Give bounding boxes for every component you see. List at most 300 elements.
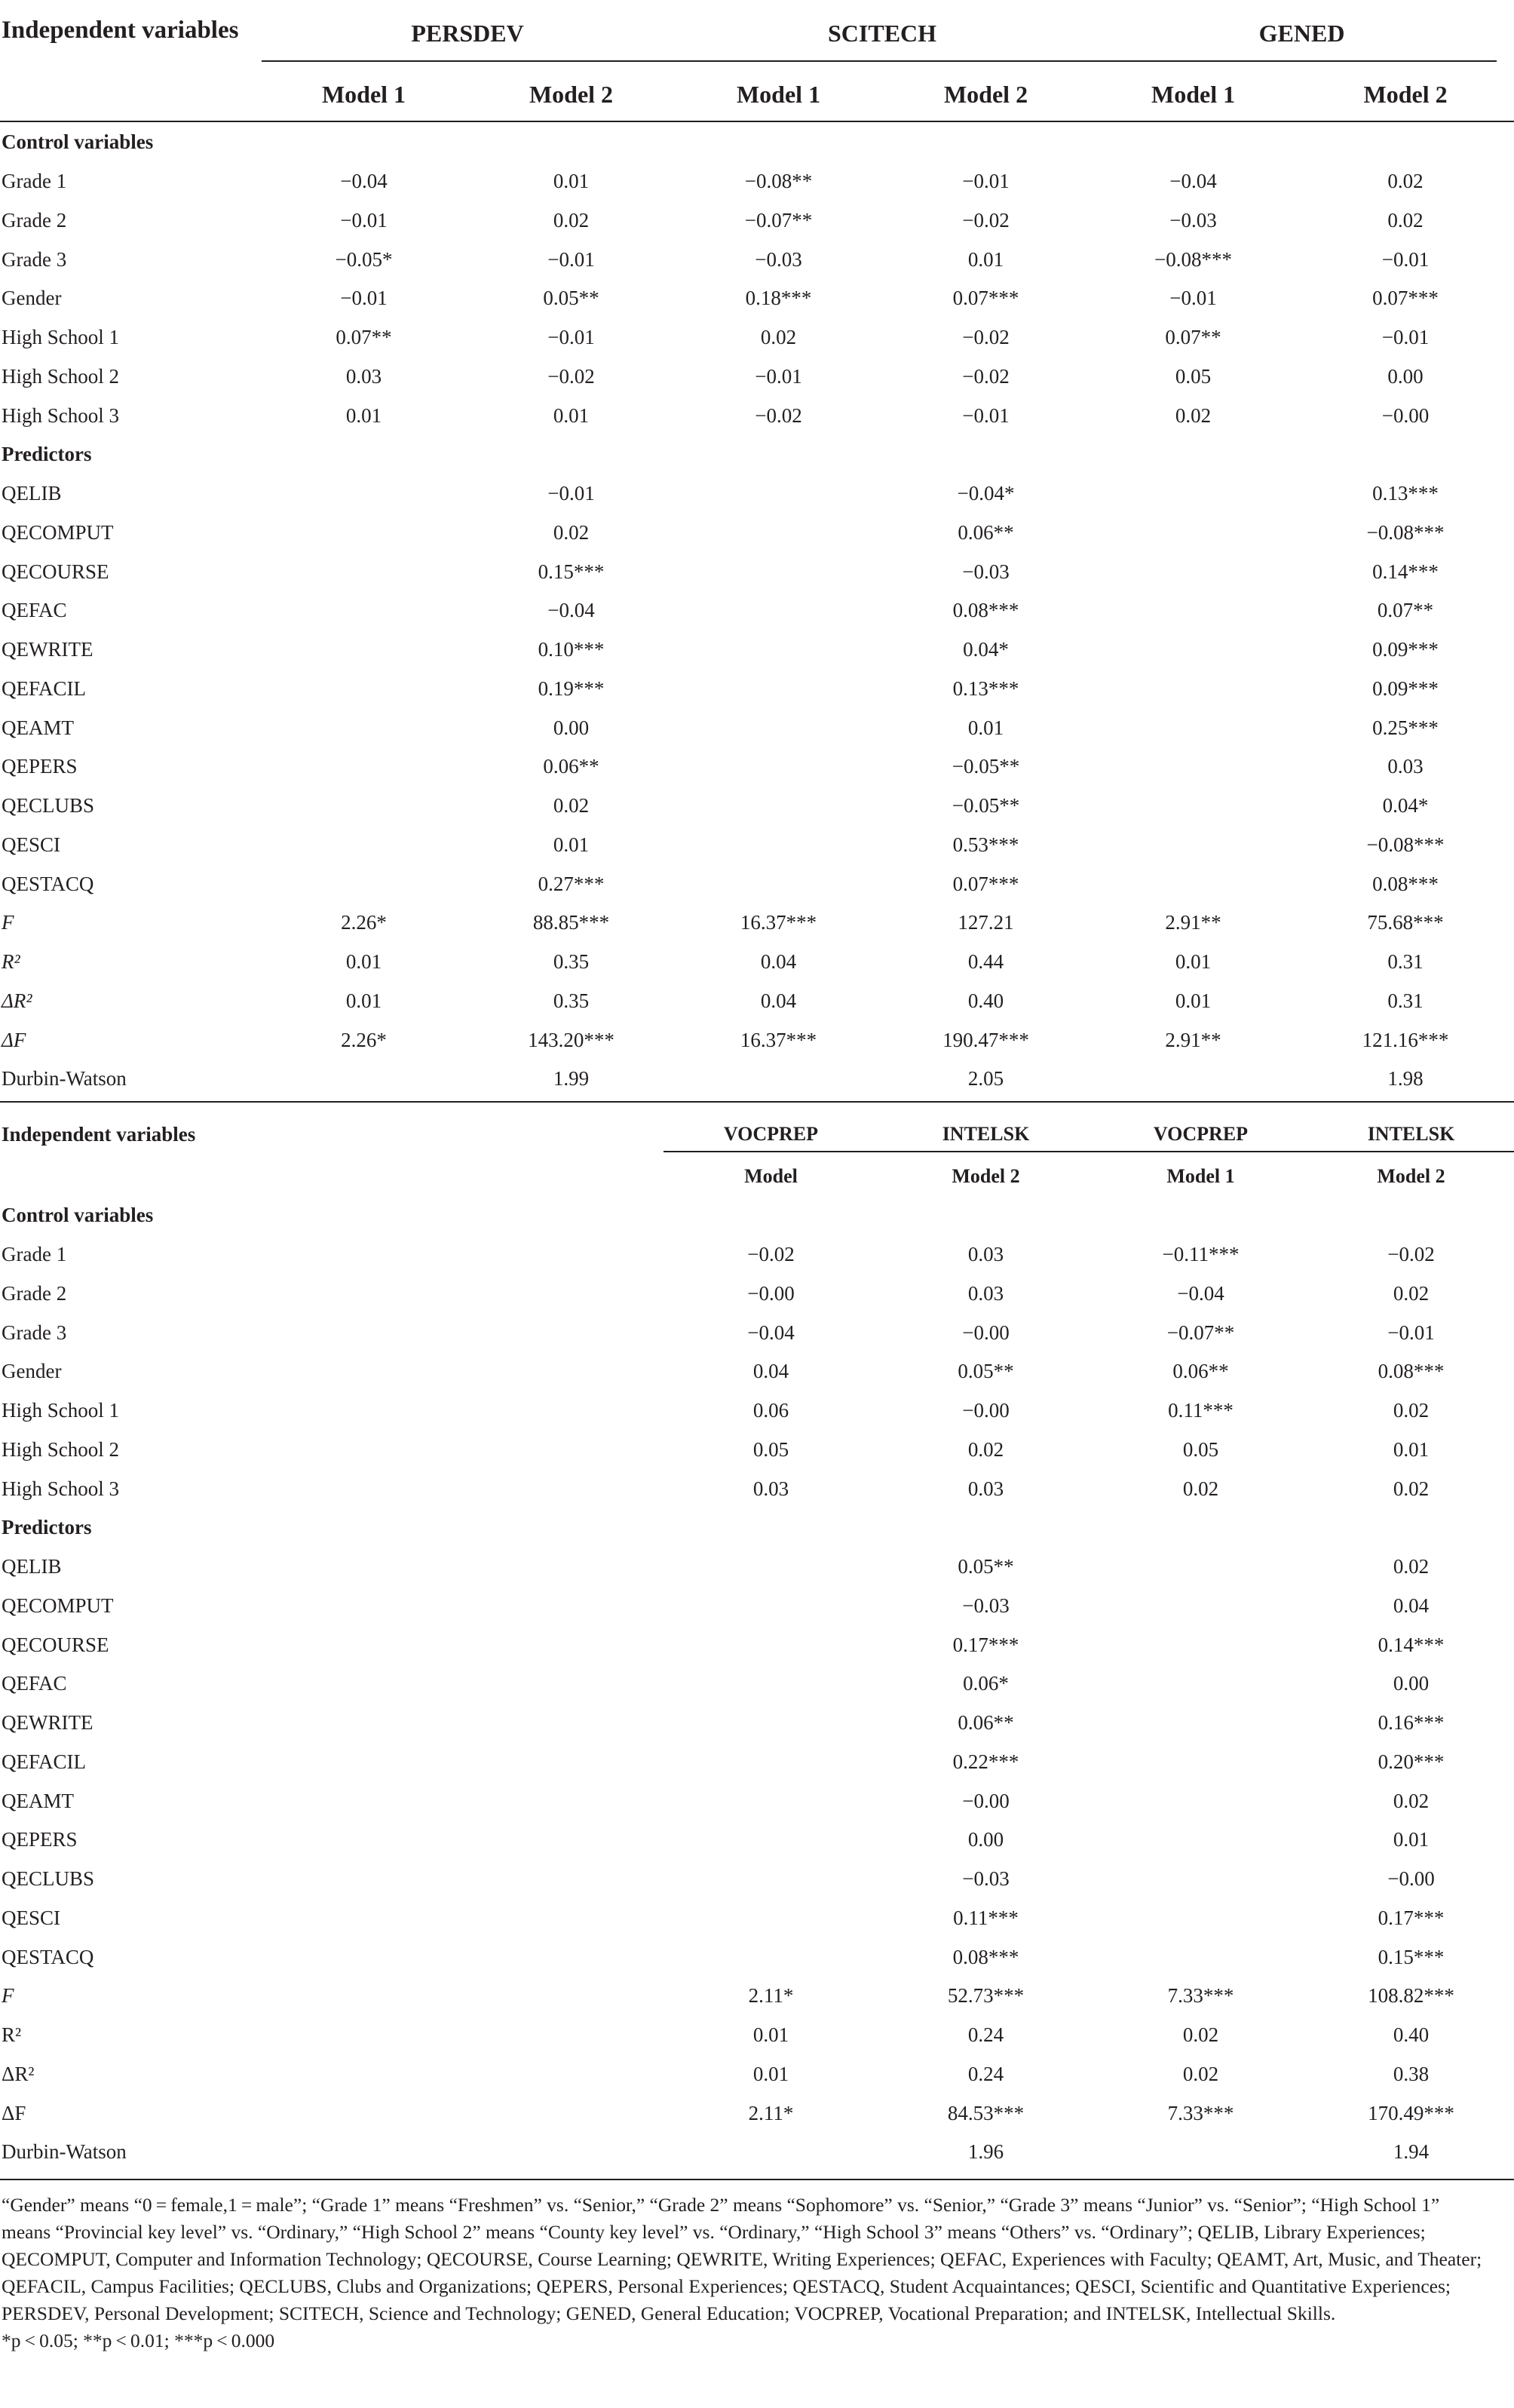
coefficient-cell [260,552,467,591]
coefficient-cell: 0.11*** [1168,1399,1234,1422]
stat-row [0,982,1514,1021]
coefficient-cell: −0.03 [962,560,1010,583]
coefficient-cell: 0.00 [553,716,590,739]
coefficient-cell: 0.06** [958,520,1014,544]
row-label: High School 2 [2,364,120,388]
stat-value: 0.01 [1175,989,1212,1012]
row-label: QECLUBS [2,794,95,817]
stat-value [1093,2133,1308,2172]
table-row [0,474,1514,514]
stat-row [0,2055,1514,2094]
table-2-body [0,1196,1514,2172]
row-label: QECOURSE [2,1633,109,1656]
group-header-intelsk: INTELSK [1367,1123,1455,1145]
coefficient-cell [1093,1937,1308,1977]
table-2-bottom-rule [0,2179,1514,2180]
table-row [0,1548,1514,1587]
coefficient-cell [260,864,467,903]
coefficient-cell: −0.08*** [1154,247,1233,271]
row-label: High School 2 [2,1437,120,1461]
coefficient-cell: −0.03 [755,247,802,271]
stat-value: 0.01 [1175,950,1212,974]
coefficient-cell: 0.08*** [1378,1360,1445,1383]
coefficient-cell [1090,670,1297,709]
coefficient-cell: −0.03 [1169,208,1217,232]
coefficient-cell: −0.03 [962,1867,1010,1891]
table-row [0,201,1514,241]
coefficient-cell: 0.10*** [538,638,605,661]
coefficient-cell: −0.00 [1387,1867,1435,1891]
coefficient-cell: 0.02 [1387,170,1424,193]
coefficient-cell: −0.03 [962,1594,1010,1617]
coefficient-cell: 0.18*** [745,287,812,310]
coefficient-cell [260,826,467,865]
coefficient-cell [675,514,882,553]
row-label: Grade 1 [2,1243,67,1266]
stat-value: 7.33*** [1167,2101,1234,2124]
coefficient-cell: 0.03 [345,364,382,388]
coefficient-cell [675,708,882,747]
stat-value: 0.31 [1387,989,1424,1012]
table-row [0,747,1514,787]
table-row [0,864,1514,903]
table-row [0,708,1514,747]
coefficient-cell: 0.04* [963,638,1009,661]
coefficient-cell [1090,514,1297,553]
section-header-row [0,123,1514,162]
coefficient-cell: 0.25*** [1372,716,1439,739]
stat-value: 0.01 [752,2062,789,2085]
coefficient-cell: −0.00 [747,1281,795,1305]
model-header: Model [744,1165,798,1187]
coefficient-cell: 0.05 [752,1437,789,1461]
coefficient-cell: −0.05** [952,755,1020,778]
group-header-scitech: SCITECH [828,19,937,47]
table-row [0,357,1514,397]
stat-value [1090,1060,1297,1099]
model-header: Model 1 [736,81,821,108]
stat-value [260,1060,467,1099]
coefficient-cell: 0.09*** [1372,638,1439,661]
coefficient-cell [675,826,882,865]
coefficient-cell: −0.04 [547,599,595,622]
coefficient-cell: 0.07*** [952,287,1019,310]
coefficient-cell: 0.02 [553,794,590,817]
coefficient-cell: 0.01 [345,403,382,427]
stat-label: R² [2,950,20,974]
coefficient-cell [260,708,467,747]
coefficient-cell: −0.02 [547,364,595,388]
coefficient-cell: 0.16*** [1378,1711,1445,1735]
coefficient-cell: 0.02 [1182,1477,1219,1500]
section-header-row [0,1196,1514,1235]
coefficient-cell [1093,1625,1308,1664]
stat-row [0,1020,1514,1060]
coefficient-cell [664,1781,878,1821]
section-title: Control variables [2,1204,154,1227]
table-row [0,1860,1514,1899]
stat-value: 2.05 [967,1067,1004,1091]
coefficient-cell [1093,1664,1308,1704]
stat-value: 0.24 [967,2023,1004,2047]
coefficient-cell [1090,747,1297,787]
stat-value: 0.04 [760,950,797,974]
coefficient-cell [675,591,882,630]
regression-table-1 [0,0,1514,1099]
coefficient-cell: 0.04 [752,1360,789,1383]
stat-value: 170.49*** [1368,2101,1454,2124]
coefficient-cell: 0.14*** [1372,560,1439,583]
coefficient-cell: −0.08*** [1366,833,1445,856]
coefficient-cell [1093,1860,1308,1899]
header-bottom-rule [0,121,1514,122]
table-row [0,670,1514,709]
coefficient-cell: 0.15*** [1378,1945,1445,1968]
coefficient-cell: 0.06** [543,755,599,778]
coefficient-cell [664,1664,878,1704]
stat-value: 52.73*** [947,1984,1025,2008]
row-label: QEAMT [2,1789,74,1812]
stat-value: 0.02 [1182,2023,1219,2047]
coefficient-cell [664,1548,878,1587]
row-label: Grade 1 [2,170,67,193]
coefficient-cell: −0.01 [755,364,802,388]
group-header-vocprep: VOCPREP [723,1123,819,1145]
stat-value: 0.35 [553,989,590,1012]
row-label: Gender [2,287,62,310]
coefficient-cell: −0.00 [962,1321,1010,1344]
coefficient-cell: 0.17*** [1378,1906,1445,1929]
stat-value: 2.11* [748,1984,794,2008]
coefficient-cell: 0.02 [1393,1789,1430,1812]
row-label: QESCI [2,833,61,856]
coefficient-cell: 0.02 [1393,1555,1430,1578]
coefficient-cell: 0.07*** [952,872,1019,895]
table-row [0,1704,1514,1743]
stat-value: 2.91** [1165,911,1221,934]
stat-value: 2.91** [1165,1028,1221,1051]
coefficient-cell: −0.01 [547,326,595,349]
stat-row [0,2016,1514,2055]
model-header: Model 2 [529,81,614,108]
coefficient-cell: −0.08** [744,170,813,193]
coefficient-cell: 0.27*** [538,872,605,895]
table-row [0,240,1514,279]
group-header-intelsk: INTELSK [942,1123,1030,1145]
stat-value: 127.21 [958,911,1014,934]
coefficient-cell [664,1937,878,1977]
row-label: QEWRITE [2,638,93,661]
stat-value: 0.01 [345,989,382,1012]
stat-label: ΔR² [2,2062,35,2085]
coefficient-cell [260,514,467,553]
row-label: QEPERS [2,755,78,778]
coefficient-cell: 0.00 [1393,1672,1430,1695]
coefficient-cell: 0.22*** [952,1750,1019,1773]
stat-row [0,1977,1514,2016]
coefficient-cell [675,670,882,709]
stat-value: 0.04 [760,989,797,1012]
coefficient-cell: 0.01 [1393,1437,1430,1461]
stat-value: 16.37*** [740,911,817,934]
coefficient-cell: 0.06** [1172,1360,1229,1383]
coefficient-cell [664,1899,878,1938]
coefficient-cell: −0.05** [952,794,1020,817]
stat-label: F [2,911,14,934]
row-label: QECOMPUT [2,1594,114,1617]
coefficient-cell: 0.01 [1393,1828,1430,1851]
coefficient-cell: −0.00 [962,1399,1010,1422]
row-label: QEFACIL [2,676,86,700]
table-row [0,591,1514,630]
table-row [0,514,1514,553]
group-header-persdev: PERSDEV [411,19,524,47]
coefficient-cell: −0.02 [747,1243,795,1266]
stat-value: 2.11* [748,2101,794,2124]
table-row [0,318,1514,357]
group-header-rule [664,1151,1514,1152]
coefficient-cell: −0.02 [962,208,1010,232]
coefficient-cell: −0.02 [962,364,1010,388]
model-header: Model 1 [1166,1165,1235,1187]
coefficient-cell: 0.01 [553,833,590,856]
table-row [0,552,1514,591]
stat-value: 0.24 [967,2062,1004,2085]
coefficient-cell: 0.02 [1175,403,1212,427]
coefficient-cell [675,552,882,591]
coefficient-cell: 0.05 [1175,364,1212,388]
coefficient-cell: 0.08*** [1372,872,1439,895]
table-row [0,279,1514,318]
coefficient-cell: 0.01 [553,170,590,193]
coefficient-cell: 0.02 [760,326,797,349]
row-label: QEFACIL [2,1750,86,1773]
coefficient-cell [1093,1821,1308,1860]
coefficient-cell: 0.20*** [1378,1750,1445,1773]
coefficient-cell [260,474,467,514]
stat-label: ΔR² [2,989,32,1012]
stat-value: 0.01 [752,2023,789,2047]
regression-table-2 [0,1112,1514,2172]
coefficient-cell [1093,1743,1308,1782]
coefficient-cell: 0.03 [1387,755,1424,778]
coefficient-cell: −0.04 [747,1321,795,1344]
table-row [0,396,1514,435]
coefficient-cell: 0.09*** [1372,676,1439,700]
blank-header-cell [0,1157,664,1196]
table-row [0,1821,1514,1860]
stat-value: 0.40 [967,989,1004,1012]
stat-label: R² [2,2023,22,2047]
model-header: Model 2 [943,81,1028,108]
coefficient-cell: 0.02 [1393,1281,1430,1305]
table-1-bottom-rule [0,1101,1514,1103]
group-header-gened: GENED [1258,19,1345,47]
coefficient-cell: 0.03 [967,1281,1004,1305]
coefficient-cell [260,630,467,670]
stat-value: 1.94 [1393,2140,1430,2164]
table-row [0,1352,1514,1391]
stat-value: 1.96 [967,2140,1004,2164]
coefficient-cell: 0.07** [1165,326,1221,349]
row-label: QEWRITE [2,1711,93,1735]
footnote-definitions: “Gender” means “0 = female,1 = male”; “Grade 1” means “Freshmen” vs. “Senior,” “Grade 2” means “Sophomore” vs. “Senior,” “Grade 3” means “Junior” vs. “Senior”; “High School 1” means “Provincial key level” vs. “Ordinary,” “High School 2” means “County key level” vs. “Ordinary,” “High School 3” means “Others” vs. “Ordinary”; QELIB, Library Experiences; QECOMPUT, Computer and Information Technology; QECOURSE, Course Learning; QEWRITE, Writing Experiences; QEFAC, Experiences with Faculty; QEAMT, Art, Music, and Theater; QEFACIL, Campus Facilities; QECLUBS, Clubs and Organizations; QEPERS, Personal Experiences; QESTACQ, Student Acquaintances; QESCI, Scientific and Quantitative Experiences; PERSDEV, Personal Development; SCITECH, Science and Technology; GENED, General Education; VOCPREP, Vocational Preparation; and INTELSK, Intellectual Skills. [2,2194,1482,2324]
coefficient-cell: 0.53*** [952,833,1019,856]
stat-value: 75.68*** [1367,911,1444,934]
section-header-row [0,435,1514,474]
coefficient-cell: −0.07** [1166,1321,1235,1344]
footnote-significance: *p < 0.05; **p < 0.01; ***p < 0.000 [2,2330,275,2351]
coefficient-cell: 0.06 [752,1399,789,1422]
coefficient-cell [1090,630,1297,670]
coefficient-cell: 0.00 [967,1828,1004,1851]
coefficient-cell: −0.07** [744,208,813,232]
coefficient-cell [1090,591,1297,630]
stat-value: 108.82*** [1368,1984,1454,2008]
stat-row [0,903,1514,943]
coefficient-cell: −0.08*** [1366,520,1445,544]
coefficient-cell [260,787,467,826]
coefficient-cell: −0.01 [962,170,1010,193]
coefficient-cell [664,1587,878,1626]
stat-value: 121.16*** [1362,1028,1449,1051]
coefficient-cell [675,747,882,787]
row-label: QEPERS [2,1828,78,1851]
row-label: QEFAC [2,1672,67,1695]
row-label: QECOURSE [2,560,109,583]
table-row [0,1313,1514,1352]
coefficient-cell: −0.01 [340,287,388,310]
row-label: QECOMPUT [2,520,114,544]
row-label: Gender [2,1360,62,1383]
table-row [0,1275,1514,1314]
coefficient-cell: 0.03 [752,1477,789,1500]
coefficient-cell: 0.14*** [1378,1633,1445,1656]
table-row [0,787,1514,826]
coefficient-cell: −0.02 [1387,1243,1435,1266]
table-row [0,1469,1514,1508]
coefficient-cell: −0.04* [957,482,1015,505]
coefficient-cell: 0.02 [1387,208,1424,232]
table-row [0,630,1514,670]
coefficient-cell: 0.02 [967,1437,1004,1461]
coefficient-cell: 0.13*** [952,676,1019,700]
stat-row [0,2133,1514,2172]
coefficient-cell [675,864,882,903]
independent-variables-header: Independent variables [2,17,239,44]
row-label: High School 3 [2,1477,120,1500]
stat-value: 16.37*** [740,1028,817,1051]
coefficient-cell [1090,787,1297,826]
coefficient-cell: 0.13*** [1372,482,1439,505]
coefficient-cell: 0.05** [958,1555,1014,1578]
stat-value: 2.26* [341,1028,387,1051]
stat-value: 0.38 [1393,2062,1430,2085]
section-title: Predictors [2,1516,92,1539]
model-header: Model 2 [1363,81,1448,108]
section-title: Control variables [2,130,154,154]
coefficient-cell [260,747,467,787]
coefficient-cell: 0.08*** [952,1945,1019,1968]
stat-row [0,1060,1514,1099]
stat-row [0,2094,1514,2133]
table-row [0,1391,1514,1431]
stat-value: 0.44 [967,950,1004,974]
section-title: Predictors [2,443,92,466]
coefficient-cell: −0.04 [1169,170,1217,193]
model-header: Model 2 [1377,1165,1445,1187]
section-header-row [0,1508,1514,1548]
coefficient-cell: −0.01 [1387,1321,1435,1344]
row-label: High School 3 [2,403,120,427]
stat-value: 0.31 [1387,950,1424,974]
coefficient-cell [1090,708,1297,747]
coefficient-cell: 0.05** [543,287,599,310]
coefficient-cell: 0.01 [553,403,590,427]
coefficient-cell: −0.11*** [1162,1243,1240,1266]
table-row [0,1664,1514,1704]
coefficient-cell: 0.05 [1182,1437,1219,1461]
coefficient-cell: −0.01 [1381,326,1430,349]
stat-value: 0.02 [1182,2062,1219,2085]
group-header-rule [262,60,1497,62]
row-label: Grade 3 [2,247,67,271]
coefficient-cell: −0.01 [1381,247,1430,271]
stat-value: 2.26* [341,911,387,934]
table-row [0,1899,1514,1938]
row-label: QEFAC [2,599,67,622]
coefficient-cell: −0.05* [335,247,393,271]
coefficient-cell [1090,826,1297,865]
coefficient-cell [1093,1899,1308,1938]
row-label: QELIB [2,482,62,505]
coefficient-cell: 0.07** [1377,599,1434,622]
table-row [0,826,1514,865]
group-header-vocprep: VOCPREP [1153,1123,1249,1145]
row-label: Grade 2 [2,1281,67,1305]
stat-value: 1.98 [1387,1067,1424,1091]
coefficient-cell [1093,1548,1308,1587]
coefficient-cell: −0.01 [547,482,595,505]
table-row [0,162,1514,201]
coefficient-cell: 0.03 [967,1243,1004,1266]
coefficient-cell: −0.00 [962,1789,1010,1812]
table-row [0,1743,1514,1782]
stat-row [0,943,1514,982]
stat-value: 143.20*** [528,1028,614,1051]
table-row [0,1781,1514,1821]
stat-label: ΔF [2,1028,26,1051]
model-header: Model 1 [1151,81,1236,108]
row-label: QEAMT [2,716,74,739]
coefficient-cell [260,591,467,630]
coefficient-cell: 0.03 [967,1477,1004,1500]
stat-value: 0.40 [1393,2023,1430,2047]
row-label: QESCI [2,1906,61,1929]
coefficient-cell: 0.07** [336,326,392,349]
coefficient-cell: 0.02 [1393,1399,1430,1422]
stat-label: Durbin-Watson [2,1067,127,1091]
stat-label: ΔF [2,2101,26,2124]
coefficient-cell [1093,1781,1308,1821]
row-label: QELIB [2,1555,62,1578]
coefficient-cell: −0.01 [1169,287,1217,310]
coefficient-cell [260,670,467,709]
coefficient-cell: 0.06* [963,1672,1009,1695]
model-header: Model 1 [321,81,406,108]
stat-value: 7.33*** [1167,1984,1234,2008]
coefficient-cell: 0.19*** [538,676,605,700]
